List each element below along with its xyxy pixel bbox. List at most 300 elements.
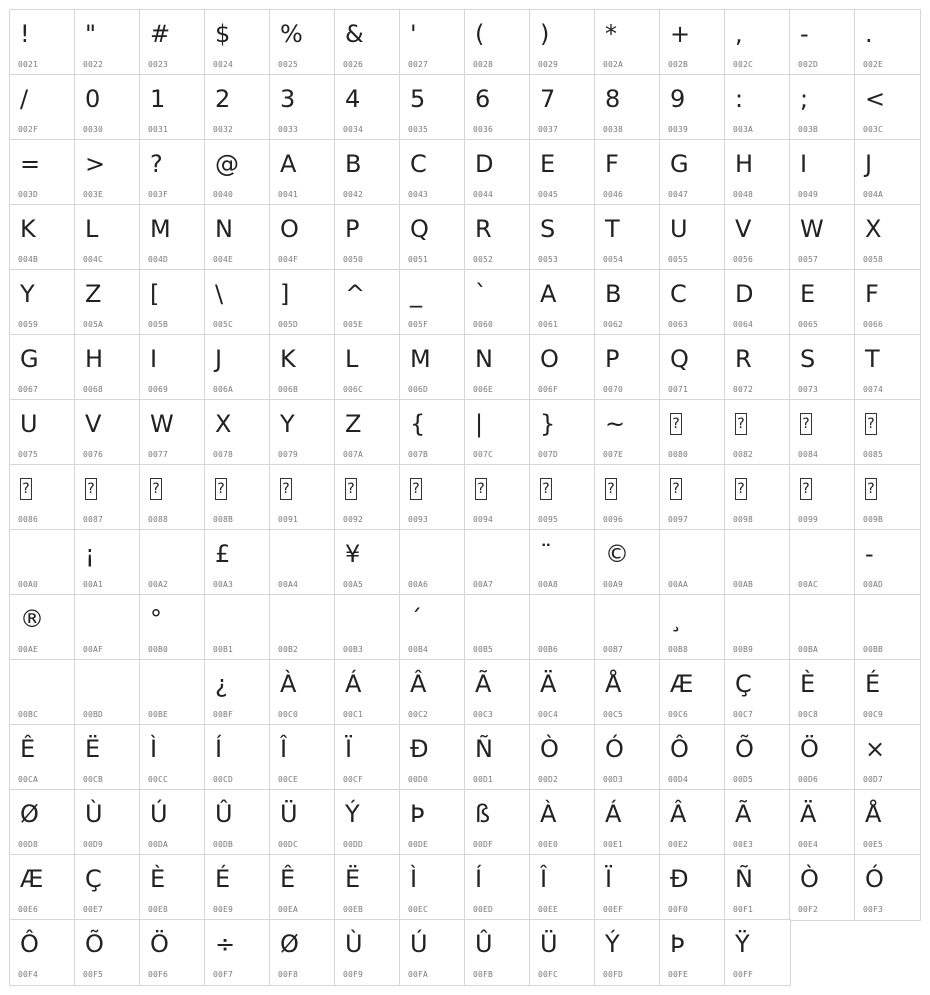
glyph-cell-00a3[interactable] (205, 530, 270, 595)
glyph-cell-0029[interactable] (530, 10, 595, 75)
glyph-sample: E (540, 150, 556, 178)
glyph-cell-00d9[interactable] (75, 790, 140, 855)
glyph-cell-00c0[interactable] (270, 660, 335, 725)
missing-glyph-box: ? (670, 413, 682, 435)
glyph-cell-00d3[interactable] (595, 725, 660, 790)
glyph-cell-0051[interactable] (400, 205, 465, 270)
glyph-cell-007d[interactable] (530, 400, 595, 465)
glyph-cell-0060[interactable] (465, 270, 530, 335)
glyph-cell-00bc[interactable] (10, 660, 75, 725)
glyph-cell-0030[interactable] (75, 75, 140, 140)
glyph-codepoint-label: 00B9 (733, 645, 754, 654)
glyph-cell-006d[interactable] (400, 335, 465, 400)
glyph-codepoint-label: 0091 (278, 515, 299, 524)
glyph-cell-0050[interactable] (335, 205, 400, 270)
glyph-cell-007e[interactable] (595, 400, 660, 465)
glyph-sample: Î (540, 865, 548, 893)
glyph-cell-00ed[interactable] (465, 855, 530, 920)
glyph-codepoint-label: 0070 (603, 385, 624, 394)
glyph-sample: ^ (345, 280, 366, 308)
glyph-cell-0096[interactable] (595, 465, 660, 530)
glyph-cell-004c[interactable] (75, 205, 140, 270)
glyph-cell-00f6[interactable] (140, 920, 205, 985)
glyph-cell-002c[interactable] (725, 10, 790, 75)
glyph-cell-0022[interactable] (75, 10, 140, 75)
glyph-codepoint-label: 00E6 (18, 905, 39, 914)
glyph-cell-00e2[interactable] (660, 790, 725, 855)
glyph-sample: Í (215, 735, 223, 763)
glyph-cell-004d[interactable] (140, 205, 205, 270)
glyph-cell-00c8[interactable] (790, 660, 855, 725)
glyph-cell-0057[interactable] (790, 205, 855, 270)
glyph-cell-00ac[interactable] (790, 530, 855, 595)
glyph-cell-00be[interactable] (140, 660, 205, 725)
glyph-cell-00c9[interactable] (855, 660, 920, 725)
glyph-cell-0043[interactable] (400, 140, 465, 205)
glyph-cell-003d[interactable] (10, 140, 75, 205)
glyph-cell-0047[interactable] (660, 140, 725, 205)
missing-glyph-box: ? (20, 478, 32, 500)
glyph-cell-002f[interactable] (10, 75, 75, 140)
glyph-cell-004e[interactable] (205, 205, 270, 270)
glyph-cell-00fb[interactable] (465, 920, 530, 985)
glyph-cell-005f[interactable] (400, 270, 465, 335)
glyph-cell-0099[interactable] (790, 465, 855, 530)
glyph-cell-0054[interactable] (595, 205, 660, 270)
glyph-cell-00cb[interactable] (75, 725, 140, 790)
glyph-cell-00b3[interactable] (335, 595, 400, 660)
glyph-cell-005a[interactable] (75, 270, 140, 335)
glyph-cell-00db[interactable] (205, 790, 270, 855)
glyph-cell-00e0[interactable] (530, 790, 595, 855)
glyph-cell-00da[interactable] (140, 790, 205, 855)
glyph-cell-00c4[interactable] (530, 660, 595, 725)
glyph-cell-00cf[interactable] (335, 725, 400, 790)
glyph-cell-0063[interactable] (660, 270, 725, 335)
glyph-cell-006f[interactable] (530, 335, 595, 400)
glyph-cell-005c[interactable] (205, 270, 270, 335)
glyph-cell-00a9[interactable] (595, 530, 660, 595)
glyph-cell-0087[interactable] (75, 465, 140, 530)
glyph-sample: ® (20, 605, 44, 633)
glyph-sample: O (540, 345, 559, 373)
glyph-codepoint-label: 0062 (603, 320, 624, 329)
glyph-codepoint-label: 0066 (863, 320, 884, 329)
glyph-codepoint-label: 00AE (18, 645, 39, 654)
glyph-cell-003b[interactable] (790, 75, 855, 140)
glyph-cell-002d[interactable] (790, 10, 855, 75)
glyph-cell-00a5[interactable] (335, 530, 400, 595)
glyph-cell-00fc[interactable] (530, 920, 595, 985)
glyph-cell-0023[interactable] (140, 10, 205, 75)
glyph-cell-005b[interactable] (140, 270, 205, 335)
glyph-cell-0038[interactable] (595, 75, 660, 140)
glyph-cell-0021[interactable] (10, 10, 75, 75)
glyph-cell-00a0[interactable] (10, 530, 75, 595)
glyph-cell-0095[interactable] (530, 465, 595, 530)
glyph-cell-0036[interactable] (465, 75, 530, 140)
glyph-cell-0079[interactable] (270, 400, 335, 465)
glyph-cell-00c1[interactable] (335, 660, 400, 725)
glyph-codepoint-label: 0032 (213, 125, 234, 134)
glyph-cell-0086[interactable] (10, 465, 75, 530)
glyph-cell-006b[interactable] (270, 335, 335, 400)
glyph-cell-00ea[interactable] (270, 855, 335, 920)
glyph-cell-00d6[interactable] (790, 725, 855, 790)
glyph-cell-00e8[interactable] (140, 855, 205, 920)
glyph-cell-00e9[interactable] (205, 855, 270, 920)
glyph-cell-0042[interactable] (335, 140, 400, 205)
glyph-cell-00d7[interactable] (855, 725, 920, 790)
glyph-codepoint-label: 0075 (18, 450, 39, 459)
glyph-sample: É (215, 865, 231, 893)
glyph-sample: X (215, 410, 232, 438)
glyph-cell-004b[interactable] (10, 205, 75, 270)
glyph-sample: ¨ (540, 540, 552, 568)
missing-glyph-box: ? (605, 478, 617, 500)
glyph-cell-0073[interactable] (790, 335, 855, 400)
glyph-cell-00a1[interactable] (75, 530, 140, 595)
glyph-cell-00ef[interactable] (595, 855, 660, 920)
glyph-sample: ' (410, 20, 417, 48)
glyph-cell-00f2[interactable] (790, 855, 855, 920)
glyph-codepoint-label: 00A3 (213, 580, 234, 589)
glyph-sample: 9 (670, 85, 686, 113)
glyph-cell-0076[interactable] (75, 400, 140, 465)
glyph-cell-0075[interactable] (10, 400, 75, 465)
glyph-cell-0062[interactable] (595, 270, 660, 335)
missing-glyph-box: ? (410, 478, 422, 500)
glyph-sample: ; (800, 85, 809, 113)
glyph-cell-002b[interactable] (660, 10, 725, 75)
glyph-cell-00ab[interactable] (725, 530, 790, 595)
glyph-cell-00b2[interactable] (270, 595, 335, 660)
glyph-cell-0088[interactable] (140, 465, 205, 530)
glyph-sample: @ (215, 150, 239, 178)
glyph-cell-0028[interactable] (465, 10, 530, 75)
glyph-cell-00c2[interactable] (400, 660, 465, 725)
glyph-cell-00c5[interactable] (595, 660, 660, 725)
glyph-cell-00fe[interactable] (660, 920, 725, 985)
glyph-cell-00a2[interactable] (140, 530, 205, 595)
glyph-cell-00cc[interactable] (140, 725, 205, 790)
glyph-sample: Ä (800, 800, 817, 828)
glyph-cell-006c[interactable] (335, 335, 400, 400)
glyph-cell-0044[interactable] (465, 140, 530, 205)
glyph-cell-00f1[interactable] (725, 855, 790, 920)
glyph-cell-0025[interactable] (270, 10, 335, 75)
glyph-cell-0065[interactable] (790, 270, 855, 335)
glyph-sample: Ó (605, 735, 624, 763)
glyph-cell-0085[interactable] (855, 400, 920, 465)
glyph-cell-005d[interactable] (270, 270, 335, 335)
glyph-sample: Ö (150, 930, 169, 958)
glyph-codepoint-label: 002B (668, 60, 689, 69)
glyph-codepoint-label: 00A8 (538, 580, 559, 589)
glyph-codepoint-label: 0046 (603, 190, 624, 199)
glyph-cell-00d0[interactable] (400, 725, 465, 790)
glyph-cell-0070[interactable] (595, 335, 660, 400)
glyph-cell-00b7[interactable] (595, 595, 660, 660)
glyph-sample: - (865, 540, 874, 568)
glyph-codepoint-label: 0067 (18, 385, 39, 394)
missing-glyph-box: ? (280, 478, 292, 500)
glyph-cell-0061[interactable] (530, 270, 595, 335)
glyph-cell-00de[interactable] (400, 790, 465, 855)
glyph-sample: O (280, 215, 299, 243)
glyph-cell-00df[interactable] (465, 790, 530, 855)
glyph-cell-007a[interactable] (335, 400, 400, 465)
glyph-codepoint-label: 00DF (473, 840, 494, 849)
glyph-cell-00ee[interactable] (530, 855, 595, 920)
missing-glyph-box: ? (865, 478, 877, 500)
glyph-cell-00ad[interactable] (855, 530, 920, 595)
glyph-cell-0032[interactable] (205, 75, 270, 140)
glyph-cell-00af[interactable] (75, 595, 140, 660)
glyph-cell-00f9[interactable] (335, 920, 400, 985)
glyph-cell-0037[interactable] (530, 75, 595, 140)
glyph-cell-00b5[interactable] (465, 595, 530, 660)
glyph-cell-00ff[interactable] (725, 920, 790, 985)
glyph-sample: V (85, 410, 102, 438)
glyph-sample: T (605, 215, 620, 243)
glyph-sample: ¸ (670, 605, 682, 633)
glyph-sample: À (540, 800, 557, 828)
glyph-cell-00b4[interactable] (400, 595, 465, 660)
glyph-cell-00e6[interactable] (10, 855, 75, 920)
glyph-cell-0078[interactable] (205, 400, 270, 465)
glyph-cell-00b1[interactable] (205, 595, 270, 660)
glyph-cell-0066[interactable] (855, 270, 920, 335)
glyph-cell-00b8[interactable] (660, 595, 725, 660)
glyph-cell-00ae[interactable] (10, 595, 75, 660)
glyph-cell-00e1[interactable] (595, 790, 660, 855)
glyph-cell-007c[interactable] (465, 400, 530, 465)
glyph-cell-0024[interactable] (205, 10, 270, 75)
glyph-cell-007b[interactable] (400, 400, 465, 465)
glyph-cell-00c3[interactable] (465, 660, 530, 725)
glyph-sample: H (85, 345, 104, 373)
glyph-cell-0091[interactable] (270, 465, 335, 530)
glyph-cell-0026[interactable] (335, 10, 400, 75)
glyph-codepoint-label: 00FC (538, 970, 559, 979)
glyph-cell-0059[interactable] (10, 270, 75, 335)
glyph-codepoint-label: 0092 (343, 515, 364, 524)
glyph-cell-0092[interactable] (335, 465, 400, 530)
glyph-cell-0041[interactable] (270, 140, 335, 205)
glyph-cell-00dd[interactable] (335, 790, 400, 855)
glyph-sample: C (410, 150, 427, 178)
glyph-sample: \ (215, 280, 224, 308)
glyph-cell-009b[interactable] (855, 465, 920, 530)
glyph-codepoint-label: 00C4 (538, 710, 559, 719)
glyph-cell-006a[interactable] (205, 335, 270, 400)
glyph-sample: 2 (215, 85, 231, 113)
glyph-cell-002a[interactable] (595, 10, 660, 75)
glyph-cell-00e7[interactable] (75, 855, 140, 920)
glyph-cell-00f0[interactable] (660, 855, 725, 920)
glyph-cell-00bb[interactable] (855, 595, 920, 660)
glyph-cell-0084[interactable] (790, 400, 855, 465)
glyph-cell-0039[interactable] (660, 75, 725, 140)
glyph-sample: Á (605, 800, 622, 828)
glyph-codepoint-label: 0050 (343, 255, 364, 264)
glyph-cell-0068[interactable] (75, 335, 140, 400)
glyph-cell-0072[interactable] (725, 335, 790, 400)
glyph-cell-00dc[interactable] (270, 790, 335, 855)
glyph-cell-00a8[interactable] (530, 530, 595, 595)
glyph-codepoint-label: 0056 (733, 255, 754, 264)
glyph-codepoint-label: 004E (213, 255, 234, 264)
glyph-codepoint-label: 0021 (18, 60, 39, 69)
glyph-cell-00a4[interactable] (270, 530, 335, 595)
glyph-sample: ! (20, 20, 30, 48)
glyph-cell-0033[interactable] (270, 75, 335, 140)
glyph-cell-00a7[interactable] (465, 530, 530, 595)
glyph-cell-006e[interactable] (465, 335, 530, 400)
glyph-cell-0094[interactable] (465, 465, 530, 530)
glyph-codepoint-label: 003D (18, 190, 39, 199)
glyph-cell-0064[interactable] (725, 270, 790, 335)
glyph-cell-0098[interactable] (725, 465, 790, 530)
glyph-cell-00f7[interactable] (205, 920, 270, 985)
glyph-cell-00ca[interactable] (10, 725, 75, 790)
glyph-sample: A (280, 150, 297, 178)
glyph-codepoint-label: 00A2 (148, 580, 169, 589)
glyph-cell-0055[interactable] (660, 205, 725, 270)
glyph-codepoint-label: 00E7 (83, 905, 104, 914)
glyph-cell-00f4[interactable] (10, 920, 75, 985)
glyph-sample: ° (150, 605, 162, 633)
glyph-cell-00eb[interactable] (335, 855, 400, 920)
glyph-cell-00d1[interactable] (465, 725, 530, 790)
glyph-cell-0056[interactable] (725, 205, 790, 270)
glyph-cell-008b[interactable] (205, 465, 270, 530)
glyph-cell-00cd[interactable] (205, 725, 270, 790)
glyph-sample: Ô (20, 930, 39, 958)
glyph-cell-00a6[interactable] (400, 530, 465, 595)
glyph-cell-005e[interactable] (335, 270, 400, 335)
glyph-cell-00d8[interactable] (10, 790, 75, 855)
glyph-codepoint-label: 0025 (278, 60, 299, 69)
glyph-cell-003e[interactable] (75, 140, 140, 205)
glyph-codepoint-label: 00C5 (603, 710, 624, 719)
glyph-cell-00f8[interactable] (270, 920, 335, 985)
glyph-sample: Þ (670, 930, 685, 958)
glyph-sample: Ò (540, 735, 559, 763)
glyph-cell-004f[interactable] (270, 205, 335, 270)
glyph-cell-0052[interactable] (465, 205, 530, 270)
glyph-cell-0045[interactable] (530, 140, 595, 205)
glyph-cell-003f[interactable] (140, 140, 205, 205)
glyph-cell-0069[interactable] (140, 335, 205, 400)
glyph-codepoint-label: 0098 (733, 515, 754, 524)
glyph-codepoint-label: 00BF (213, 710, 234, 719)
glyph-cell-0082[interactable] (725, 400, 790, 465)
glyph-cell-00ce[interactable] (270, 725, 335, 790)
glyph-cell-003a[interactable] (725, 75, 790, 140)
glyph-cell-0071[interactable] (660, 335, 725, 400)
glyph-cell-00aa[interactable] (660, 530, 725, 595)
glyph-codepoint-label: 0061 (538, 320, 559, 329)
glyph-cell-00d5[interactable] (725, 725, 790, 790)
glyph-cell-00b9[interactable] (725, 595, 790, 660)
glyph-cell-0046[interactable] (595, 140, 660, 205)
glyph-cell-00e5[interactable] (855, 790, 920, 855)
glyph-cell-0074[interactable] (855, 335, 920, 400)
glyph-codepoint-label: 00AD (863, 580, 884, 589)
glyph-cell-00ec[interactable] (400, 855, 465, 920)
glyph-codepoint-label: 004C (83, 255, 104, 264)
glyph-cell-00ba[interactable] (790, 595, 855, 660)
glyph-codepoint-label: 0060 (473, 320, 494, 329)
glyph-codepoint-label: 0069 (148, 385, 169, 394)
glyph-cell-003c[interactable] (855, 75, 920, 140)
glyph-cell-00e3[interactable] (725, 790, 790, 855)
glyph-cell-0058[interactable] (855, 205, 920, 270)
glyph-cell-0093[interactable] (400, 465, 465, 530)
glyph-cell-0097[interactable] (660, 465, 725, 530)
glyph-cell-004a[interactable] (855, 140, 920, 205)
glyph-cell-0035[interactable] (400, 75, 465, 140)
glyph-cell-0067[interactable] (10, 335, 75, 400)
glyph-cell-00c6[interactable] (660, 660, 725, 725)
glyph-cell-0053[interactable] (530, 205, 595, 270)
glyph-cell-0027[interactable] (400, 10, 465, 75)
glyph-cell-0034[interactable] (335, 75, 400, 140)
glyph-sample: Ô (670, 735, 689, 763)
glyph-cell-0031[interactable] (140, 75, 205, 140)
glyph-cell-0077[interactable] (140, 400, 205, 465)
glyph-codepoint-label: 00DA (148, 840, 169, 849)
glyph-cell-00d4[interactable] (660, 725, 725, 790)
glyph-codepoint-label: 0036 (473, 125, 494, 134)
glyph-codepoint-label: 00AC (798, 580, 819, 589)
glyph-cell-00bd[interactable] (75, 660, 140, 725)
glyph-sample: $ (215, 20, 231, 48)
glyph-cell-00b6[interactable] (530, 595, 595, 660)
glyph-cell-00f5[interactable] (75, 920, 140, 985)
glyph-codepoint-label: 00F6 (148, 970, 169, 979)
glyph-sample: Å (605, 670, 622, 698)
glyph-cell-00fa[interactable] (400, 920, 465, 985)
glyph-codepoint-label: 007B (408, 450, 429, 459)
glyph-cell-0048[interactable] (725, 140, 790, 205)
glyph-cell-00e4[interactable] (790, 790, 855, 855)
glyph-sample: : (735, 85, 744, 113)
glyph-cell-0040[interactable] (205, 140, 270, 205)
glyph-sample: B (605, 280, 622, 308)
glyph-sample: Ü (540, 930, 558, 958)
glyph-codepoint-label: 005A (83, 320, 104, 329)
glyph-cell-00d2[interactable] (530, 725, 595, 790)
glyph-cell-0080[interactable] (660, 400, 725, 465)
glyph-cell-002e[interactable] (855, 10, 920, 75)
glyph-codepoint-label: 0073 (798, 385, 819, 394)
glyph-cell-00fd[interactable] (595, 920, 660, 985)
glyph-sample: % (280, 20, 303, 48)
glyph-cell-00b0[interactable] (140, 595, 205, 660)
glyph-codepoint-label: 00CE (278, 775, 299, 784)
glyph-sample: Õ (735, 735, 754, 763)
glyph-codepoint-label: 00F8 (278, 970, 299, 979)
glyph-cell-00f3[interactable] (855, 855, 920, 920)
glyph-cell-00c7[interactable] (725, 660, 790, 725)
glyph-cell-00bf[interactable] (205, 660, 270, 725)
glyph-codepoint-label: 00DD (343, 840, 364, 849)
glyph-codepoint-label: 0086 (18, 515, 39, 524)
glyph-cell-0049[interactable] (790, 140, 855, 205)
